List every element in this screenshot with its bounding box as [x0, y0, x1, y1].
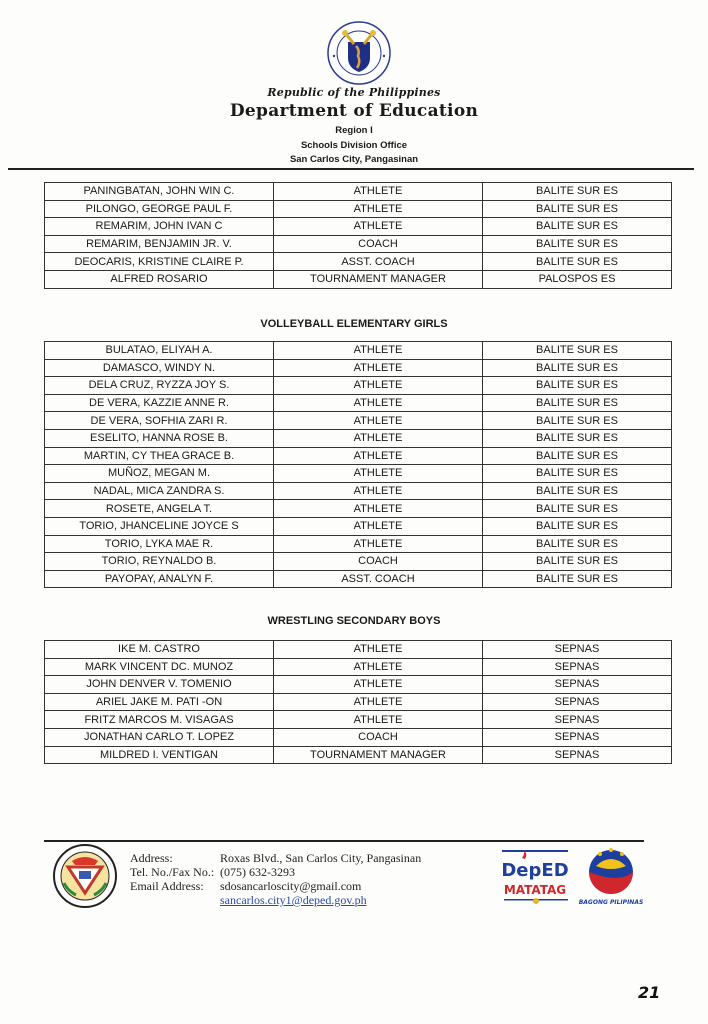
table-row — [45, 465, 672, 483]
school-cell: BALITE SUR ES — [483, 342, 672, 360]
name-cell: DAMASCO, WINDY N. — [45, 359, 274, 377]
table-row — [45, 553, 672, 571]
school-cell: PALOSPOS ES — [483, 270, 672, 288]
role-cell: ATHLETE — [274, 447, 483, 465]
school-cell: BALITE SUR ES — [483, 183, 672, 201]
role-cell: TOURNAMENT MANAGER — [274, 746, 483, 764]
role-cell: ATHLETE — [274, 200, 483, 218]
role-cell: TOURNAMENT MANAGER — [274, 270, 483, 288]
school-cell: BALITE SUR ES — [483, 377, 672, 395]
name-cell: REMARIM, JOHN IVAN C — [45, 218, 274, 236]
name-cell: MILDRED I. VENTIGAN — [45, 746, 274, 764]
school-cell: BALITE SUR ES — [483, 200, 672, 218]
table-row — [45, 447, 672, 465]
role-cell: COACH — [274, 235, 483, 253]
school-cell: SEPNAS — [483, 728, 672, 746]
school-cell: BALITE SUR ES — [483, 447, 672, 465]
school-cell: BALITE SUR ES — [483, 535, 672, 553]
name-cell: PAYOPAY, ANALYN F. — [45, 570, 274, 588]
name-cell: ARIEL JAKE M. PATI -ON — [45, 693, 274, 711]
name-cell: DEOCARIS, KRISTINE CLAIRE P. — [45, 253, 274, 271]
name-cell: TORIO, LYKA MAE R. — [45, 535, 274, 553]
table-row — [45, 517, 672, 535]
name-cell: DELA CRUZ, RYZZA JOY S. — [45, 377, 274, 395]
role-cell: ATHLETE — [274, 342, 483, 360]
table-row — [45, 377, 672, 395]
email-value: sdosancarloscity@gmail.com — [220, 879, 362, 893]
name-cell: DE VERA, SOFHIA ZARI R. — [45, 412, 274, 430]
school-cell: BALITE SUR ES — [483, 482, 672, 500]
name-cell: MARK VINCENT DC. MUNOZ — [45, 658, 274, 676]
table-row — [45, 342, 672, 360]
table-row — [45, 641, 672, 659]
name-cell: ALFRED ROSARIO — [45, 270, 274, 288]
deped-matatag-logo-icon — [500, 846, 572, 908]
role-cell: ASST. COACH — [274, 253, 483, 271]
tel-value: (075) 632-3293 — [220, 865, 295, 879]
school-cell: BALITE SUR ES — [483, 553, 672, 571]
school-cell: SEPNAS — [483, 746, 672, 764]
school-cell: BALITE SUR ES — [483, 394, 672, 412]
name-cell: NADAL, MICA ZANDRA S. — [45, 482, 274, 500]
table-row — [45, 711, 672, 729]
table-row — [45, 728, 672, 746]
role-cell: ATHLETE — [274, 183, 483, 201]
page-number: 21 — [638, 983, 661, 1002]
role-cell: ATHLETE — [274, 218, 483, 236]
name-cell: JONATHAN CARLO T. LOPEZ — [45, 728, 274, 746]
bagong-pilipinas-logo-icon — [578, 846, 644, 908]
school-cell: BALITE SUR ES — [483, 465, 672, 483]
contact-info — [130, 851, 421, 907]
name-cell: BULATAO, ELIYAH A. — [45, 342, 274, 360]
name-cell: FRITZ MARCOS M. VISAGAS — [45, 711, 274, 729]
table-row — [45, 270, 672, 288]
role-cell: ATHLETE — [274, 482, 483, 500]
sdo-seal-icon — [52, 843, 118, 909]
svg-text:MATATAG: MATATAG — [503, 883, 567, 897]
office-label: Schools Division Office — [300, 140, 408, 151]
deped-seal-icon — [326, 20, 392, 86]
school-cell: BALITE SUR ES — [483, 359, 672, 377]
school-cell: SEPNAS — [483, 711, 672, 729]
table-row — [45, 183, 672, 201]
table-row — [45, 412, 672, 430]
role-cell: ASST. COACH — [274, 570, 483, 588]
roster-table-continuation — [44, 182, 672, 289]
name-cell: PILONGO, GEORGE PAUL F. — [45, 200, 274, 218]
table-row — [45, 359, 672, 377]
address-value: Roxas Blvd., San Carlos City, Pangasinan — [220, 851, 422, 865]
role-cell: ATHLETE — [274, 394, 483, 412]
name-cell: MARTIN, CY THEA GRACE B. — [45, 447, 274, 465]
school-cell: SEPNAS — [483, 658, 672, 676]
school-cell: BALITE SUR ES — [483, 570, 672, 588]
role-cell: ATHLETE — [274, 676, 483, 694]
department-title: Department of Education — [229, 101, 479, 121]
name-cell: TORIO, JHANCELINE JOYCE S — [45, 517, 274, 535]
table-row — [45, 658, 672, 676]
name-cell: PANINGBATAN, JOHN WIN C. — [45, 183, 274, 201]
role-cell: ATHLETE — [274, 377, 483, 395]
role-cell: ATHLETE — [274, 359, 483, 377]
email-link[interactable]: sancarlos.city1@deped.gov.ph — [220, 893, 367, 907]
school-cell: BALITE SUR ES — [483, 412, 672, 430]
table-row — [45, 429, 672, 447]
role-cell: ATHLETE — [274, 693, 483, 711]
name-cell: REMARIM, BENJAMIN JR. V. — [45, 235, 274, 253]
section-title-wrestling: WRESTLING SECONDARY BOYS — [267, 615, 441, 627]
table-row — [45, 500, 672, 518]
role-cell: ATHLETE — [274, 500, 483, 518]
name-cell: ROSETE, ANGELA T. — [45, 500, 274, 518]
tel-label: Tel. No./Fax No.: — [130, 865, 215, 879]
school-cell: SEPNAS — [483, 676, 672, 694]
location-label: San Carlos City, Pangasinan — [289, 154, 419, 165]
school-cell: BALITE SUR ES — [483, 253, 672, 271]
table-row — [45, 746, 672, 764]
school-cell: BALITE SUR ES — [483, 517, 672, 535]
roster-table-wrestling — [44, 640, 672, 764]
school-cell: BALITE SUR ES — [483, 235, 672, 253]
school-cell: BALITE SUR ES — [483, 429, 672, 447]
role-cell: COACH — [274, 728, 483, 746]
role-cell: ATHLETE — [274, 535, 483, 553]
name-cell: JOHN DENVER V. TOMENIO — [45, 676, 274, 694]
table-row — [45, 394, 672, 412]
role-cell: ATHLETE — [274, 465, 483, 483]
table-row — [45, 200, 672, 218]
role-cell: ATHLETE — [274, 517, 483, 535]
school-cell: SEPNAS — [483, 693, 672, 711]
role-cell: ATHLETE — [274, 711, 483, 729]
school-cell: BALITE SUR ES — [483, 218, 672, 236]
name-cell: MUÑOZ, MEGAN M. — [45, 465, 274, 483]
table-row — [45, 570, 672, 588]
svg-text:DepED: DepED — [501, 860, 569, 881]
roster-table-volleyball — [44, 341, 672, 588]
header-divider — [8, 168, 694, 170]
table-row — [45, 235, 672, 253]
role-cell: ATHLETE — [274, 641, 483, 659]
table-row — [45, 253, 672, 271]
school-cell: BALITE SUR ES — [483, 500, 672, 518]
role-cell: ATHLETE — [274, 429, 483, 447]
name-cell: IKE M. CASTRO — [45, 641, 274, 659]
name-cell: TORIO, REYNALDO B. — [45, 553, 274, 571]
table-row — [45, 482, 672, 500]
role-cell: ATHLETE — [274, 658, 483, 676]
republic-title: Republic of the Philippines — [267, 86, 441, 99]
address-label: Address: — [130, 851, 173, 865]
region-label: Region I — [335, 125, 373, 136]
email-label: Email Address: — [130, 879, 204, 893]
table-row — [45, 535, 672, 553]
role-cell: COACH — [274, 553, 483, 571]
table-row — [45, 693, 672, 711]
name-cell: DE VERA, KAZZIE ANNE R. — [45, 394, 274, 412]
section-title-volleyball: VOLLEYBALL ELEMENTARY GIRLS — [260, 318, 448, 330]
table-row — [45, 676, 672, 694]
table-row — [45, 218, 672, 236]
school-cell: SEPNAS — [483, 641, 672, 659]
svg-text:BAGONG PILIPINAS: BAGONG PILIPINAS — [578, 899, 644, 906]
footer-divider — [44, 840, 644, 842]
name-cell: ESELITO, HANNA ROSE B. — [45, 429, 274, 447]
role-cell: ATHLETE — [274, 412, 483, 430]
